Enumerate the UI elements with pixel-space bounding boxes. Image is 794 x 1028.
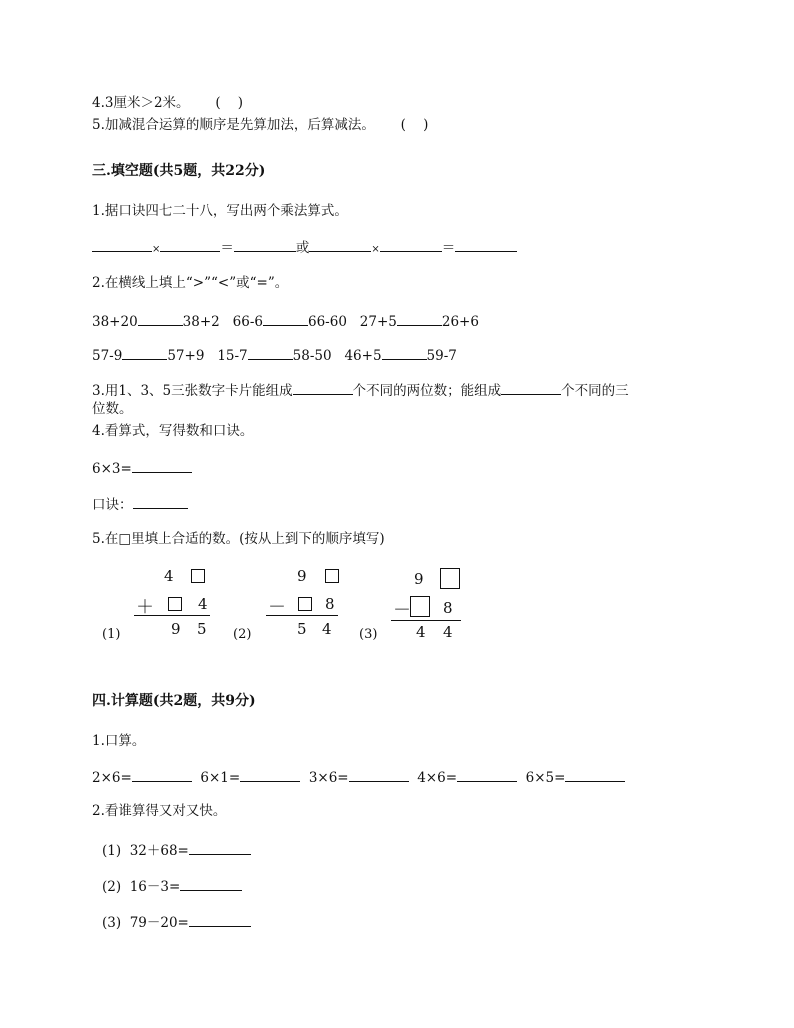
blank[interactable]	[349, 767, 409, 782]
blank[interactable]	[132, 767, 192, 782]
judge-q5: 5.加减混合运算的顺序是先算加法，后算减法。 ( )	[92, 117, 429, 133]
blank[interactable]	[132, 458, 192, 473]
s3-q1: 1.据口诀四七二十八，写出两个乘法算式。	[92, 203, 348, 219]
blank[interactable]	[122, 345, 167, 360]
s4-q1: 1.口算。	[92, 733, 146, 749]
s4-q2-item-3: (3) 79－20=	[102, 912, 251, 932]
blank[interactable]	[457, 767, 517, 782]
blank[interactable]	[189, 840, 251, 855]
blank[interactable]	[180, 876, 242, 891]
s3-q3: 3.用1、3、5三张数字卡片能组成 个不同的两位数；能组成 个不同的三	[92, 380, 629, 400]
s3-q2: 2.在横线上填上“>”“<”或“=”。	[92, 275, 289, 291]
blank[interactable]	[309, 237, 371, 252]
s4-q1-items: 2×6= 6×1= 3×6= 4×6= 6×5=	[92, 767, 625, 787]
blank[interactable]	[138, 311, 183, 326]
blank[interactable]	[380, 237, 442, 252]
blank[interactable]	[248, 345, 293, 360]
blank[interactable]	[565, 767, 625, 782]
s3-q2-row1: 38+20 38+2 66-6 66-60 27+5 26+6	[92, 311, 479, 331]
blank[interactable]	[234, 237, 296, 252]
blank[interactable]	[240, 767, 300, 782]
diff-rule	[391, 620, 461, 621]
s3-q4-koujue: 口诀：	[92, 494, 188, 514]
answer-box[interactable]	[191, 569, 205, 583]
answer-box[interactable]	[325, 569, 339, 583]
diff-rule	[266, 615, 338, 616]
blank[interactable]	[133, 494, 188, 509]
s4-q2-item-1: (1) 32＋68=	[102, 840, 251, 860]
answer-box[interactable]	[410, 596, 430, 617]
s4-q2-item-2: (2) 16－3=	[102, 876, 242, 896]
answer-box[interactable]	[168, 597, 182, 611]
blank[interactable]	[382, 345, 427, 360]
s3-q4: 4.看算式，写得数和口诀。	[92, 423, 254, 439]
blank[interactable]	[92, 237, 152, 252]
blank[interactable]	[263, 311, 308, 326]
s4-q2: 2.看谁算得又对又快。	[92, 803, 227, 819]
s3-q4-expr: 6×3=	[92, 458, 192, 478]
blank[interactable]	[160, 237, 220, 252]
blank[interactable]	[501, 380, 561, 395]
blank[interactable]	[397, 311, 442, 326]
judge-q4: 4.3厘米＞2米。 ( )	[92, 95, 244, 111]
section3-title: 三.填空题(共5题，共22分)	[92, 163, 266, 179]
section4-title: 四.计算题(共2题，共9分)	[92, 693, 256, 709]
blank[interactable]	[189, 912, 251, 927]
blank[interactable]	[293, 380, 353, 395]
answer-box[interactable]	[440, 568, 460, 589]
blank[interactable]	[455, 237, 517, 252]
s3-q1-fill: × ＝ 或 × ＝	[92, 237, 517, 259]
s3-q5: 5.在□里填上合适的数。(按从上到下的顺序填写)	[92, 531, 385, 547]
answer-box[interactable]	[298, 597, 312, 611]
s3-q3-cont: 位数。	[92, 401, 133, 417]
sum-rule	[134, 615, 210, 616]
s3-q2-row2: 57-9 57+9 15-7 58-50 46+5 59-7	[92, 345, 457, 365]
